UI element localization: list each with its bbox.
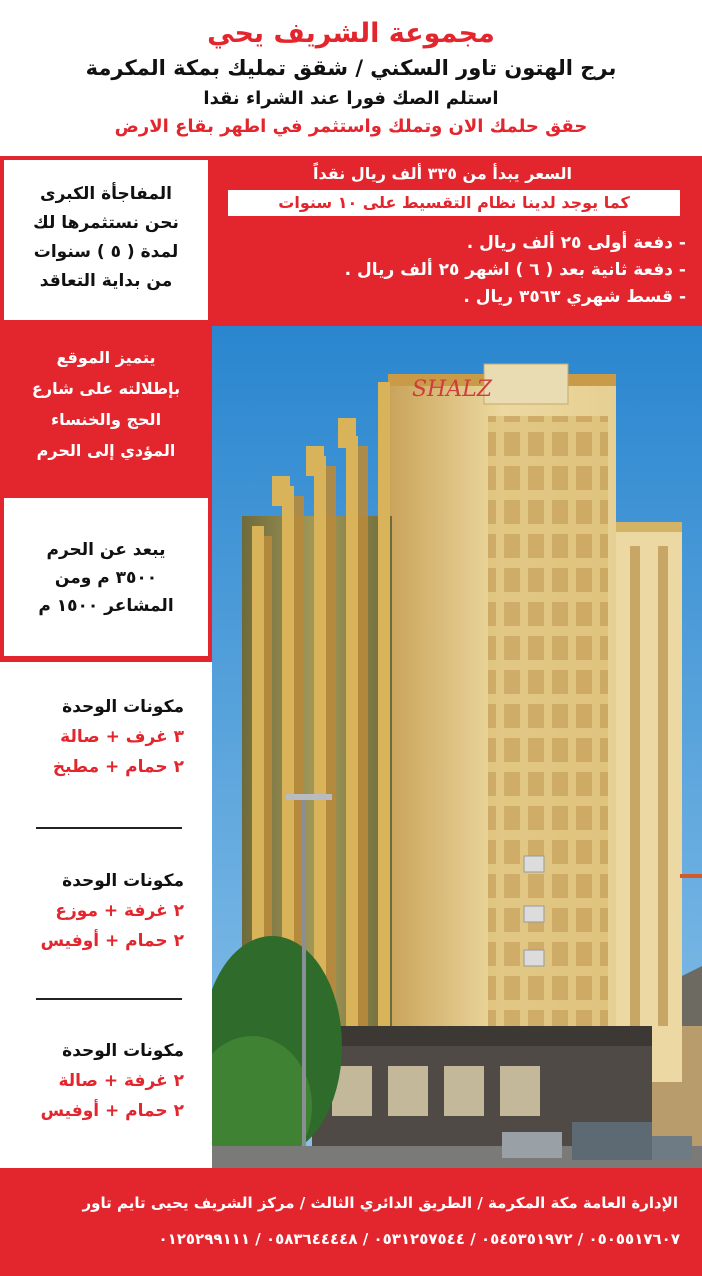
project-subtitle: برج الهتون تاور السكني / شقق تمليك بمكة المكرمة	[85, 56, 617, 80]
unit-components	[0, 662, 212, 1168]
surprise-line: لمدة ( ٥ ) سنوات	[33, 242, 179, 262]
location-line: بإطلالته على شارع	[31, 379, 181, 398]
payment-list	[345, 230, 686, 311]
unit-facilities: ٢ حمام + مطبخ	[52, 757, 184, 777]
unit-title: مكونات الوحدة	[62, 697, 184, 717]
payment-item: - دفعة أولى ٢٥ ألف ريال .	[466, 233, 686, 253]
pricing-panel	[212, 156, 702, 326]
unit-rooms: ٢ غرفة + صالة	[58, 1071, 184, 1091]
installments-note: كما يوجد لدينا نظام التقسيط على ١٠ سنوات	[228, 190, 680, 216]
distance-box	[0, 494, 212, 662]
company-title: مجموعة الشريف يحي	[207, 18, 495, 49]
surprise-line: المفاجأة الكبرى	[39, 184, 172, 204]
ad-header	[0, 0, 702, 156]
unit-rooms: ٢ غرفة + موزع	[55, 901, 184, 921]
unit-card	[0, 866, 212, 956]
location-line: يتميز الموقع	[56, 348, 156, 367]
footer-address: الإدارة العامة مكة المكرمة / الطريق الدائري الثالث / مركز الشريف يحيى تايم تاور	[82, 1194, 678, 1212]
unit-facilities: ٢ حمام + أوفيس	[40, 931, 184, 951]
location-box	[0, 324, 212, 494]
slogan: حقق حلمك الان وتملك واستثمر في اطهر بقاع الارض	[114, 116, 588, 137]
divider	[36, 827, 182, 829]
surprise-line: نحن نستثمرها لك	[33, 213, 179, 233]
payment-item: - دفعة ثانية بعد ( ٦ ) اشهر ٢٥ ألف ريال .	[344, 260, 686, 280]
deed-note: استلم الصك فورا عند الشراء نقدا	[203, 88, 499, 109]
building-sign-text: SHALZ	[411, 377, 492, 402]
unit-card	[0, 1036, 212, 1126]
location-line: المؤدي إلى الحرم	[36, 441, 176, 460]
divider	[36, 998, 182, 1000]
surprise-box	[0, 156, 212, 324]
start-price: السعر يبدأ من ٣٣٥ ألف ريال نقداً	[313, 164, 572, 183]
location-line: الحج والخنساء	[50, 410, 162, 429]
unit-card	[0, 692, 212, 782]
ad-footer	[0, 1168, 702, 1276]
payment-item: - قسط شهري ٣٥٦٣ ريال .	[463, 287, 686, 307]
surprise-line: من بداية التعاقد	[39, 271, 173, 291]
unit-title: مكونات الوحدة	[62, 1041, 184, 1061]
distance-line: ٣٥٠٠ م ومن	[54, 568, 158, 588]
unit-title: مكونات الوحدة	[62, 871, 184, 891]
unit-facilities: ٢ حمام + أوفيس	[40, 1101, 184, 1121]
distance-line: يبعد عن الحرم	[46, 540, 166, 560]
distance-line: المشاعر ١٥٠٠ م	[38, 596, 174, 616]
footer-phones: ٠٥٠٥٥١٧٦٠٧ / ٠٥٤٥٣٥١٩٧٢ / ٠٥٣١٢٥٧٥٤٤ / ٠٥٨٣٦٤٤٤٤٨ / ٠١٢٥٢٩٩١١١	[158, 1230, 680, 1248]
unit-rooms: ٣ غرف + صالة	[60, 727, 184, 747]
building-photo	[212, 326, 702, 1168]
